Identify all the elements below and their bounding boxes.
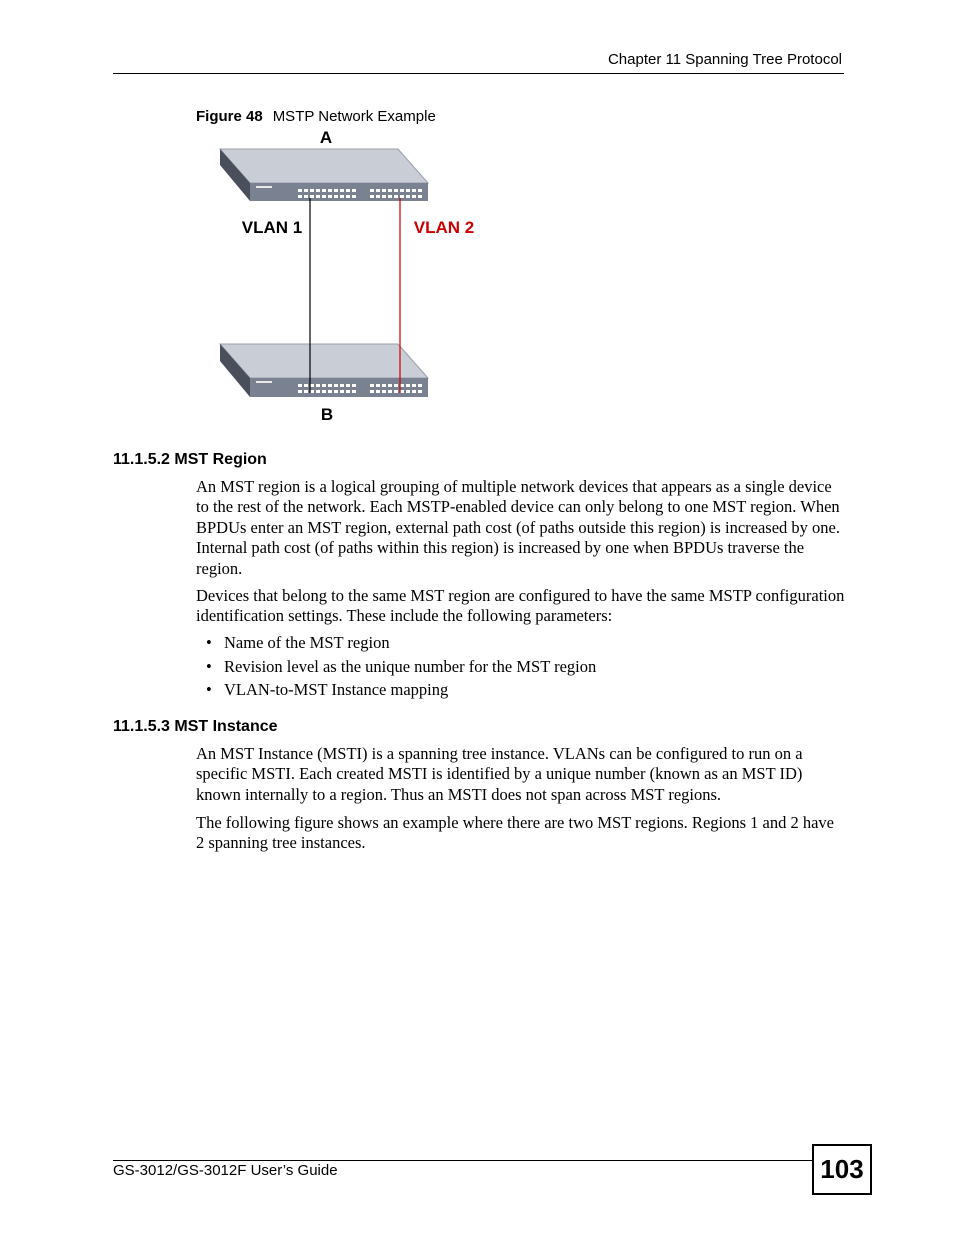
list-item: • VLAN-to-MST Instance mapping [196,680,796,704]
mstp-network-figure [210,125,500,430]
paragraph: Devices that belong to the same MST region are configured to have the same MSTP configuration identification settings. These include the following parameters: [196,586,845,626]
parameter-list [196,633,796,704]
mstp-diagram [210,125,500,430]
figure-number: Figure 48 [196,108,263,125]
vlan1-label: VLAN 1 [241,218,303,237]
switch-b-label: B [320,405,334,424]
figure-caption [196,108,436,125]
paragraph: An MST region is a logical grouping of multiple network devices that appears as a single device to the rest of the network. Each MSTP-enabled device can only belong to one MST region. When BPDUs enter an MST region, external path cost (of paths outside this region) is increased by one. Internal path cost (of paths within this region) is increased by one when BPDUs traverse the region. [196,477,840,578]
paragraph: An MST Instance (MSTI) is a spanning tree instance. VLANs can be configured to run on a specific MSTI. Each created MSTI is identified by a unique number (known as an MST ID) known internally to a region. Thus an MSTI does not span across MST regions. [196,744,803,804]
footer-guide-title: GS-3012/GS-3012F User’s Guide [113,1162,338,1179]
section-heading-mst-region: 11.1.5.2 MST Region [113,451,267,468]
footer-rule [113,1160,813,1161]
header-rule [113,73,844,74]
page-number: 103 [812,1144,872,1195]
figure-title: MSTP Network Example [272,108,436,125]
paragraph: The following figure shows an example where there are two MST regions. Regions 1 and 2 have 2 spanning tree instances. [196,813,834,853]
running-header: Chapter 11 Spanning Tree Protocol [607,51,842,68]
vlan2-label: VLAN 2 [413,218,475,237]
switch-b [220,344,428,397]
switch-a-label: A [319,128,333,147]
switch-a [220,149,428,201]
list-item: • Name of the MST region [196,633,796,657]
section-heading-mst-instance: 11.1.5.3 MST Instance [113,718,278,735]
list-item: • Revision level as the unique number for the MST region [196,657,796,681]
